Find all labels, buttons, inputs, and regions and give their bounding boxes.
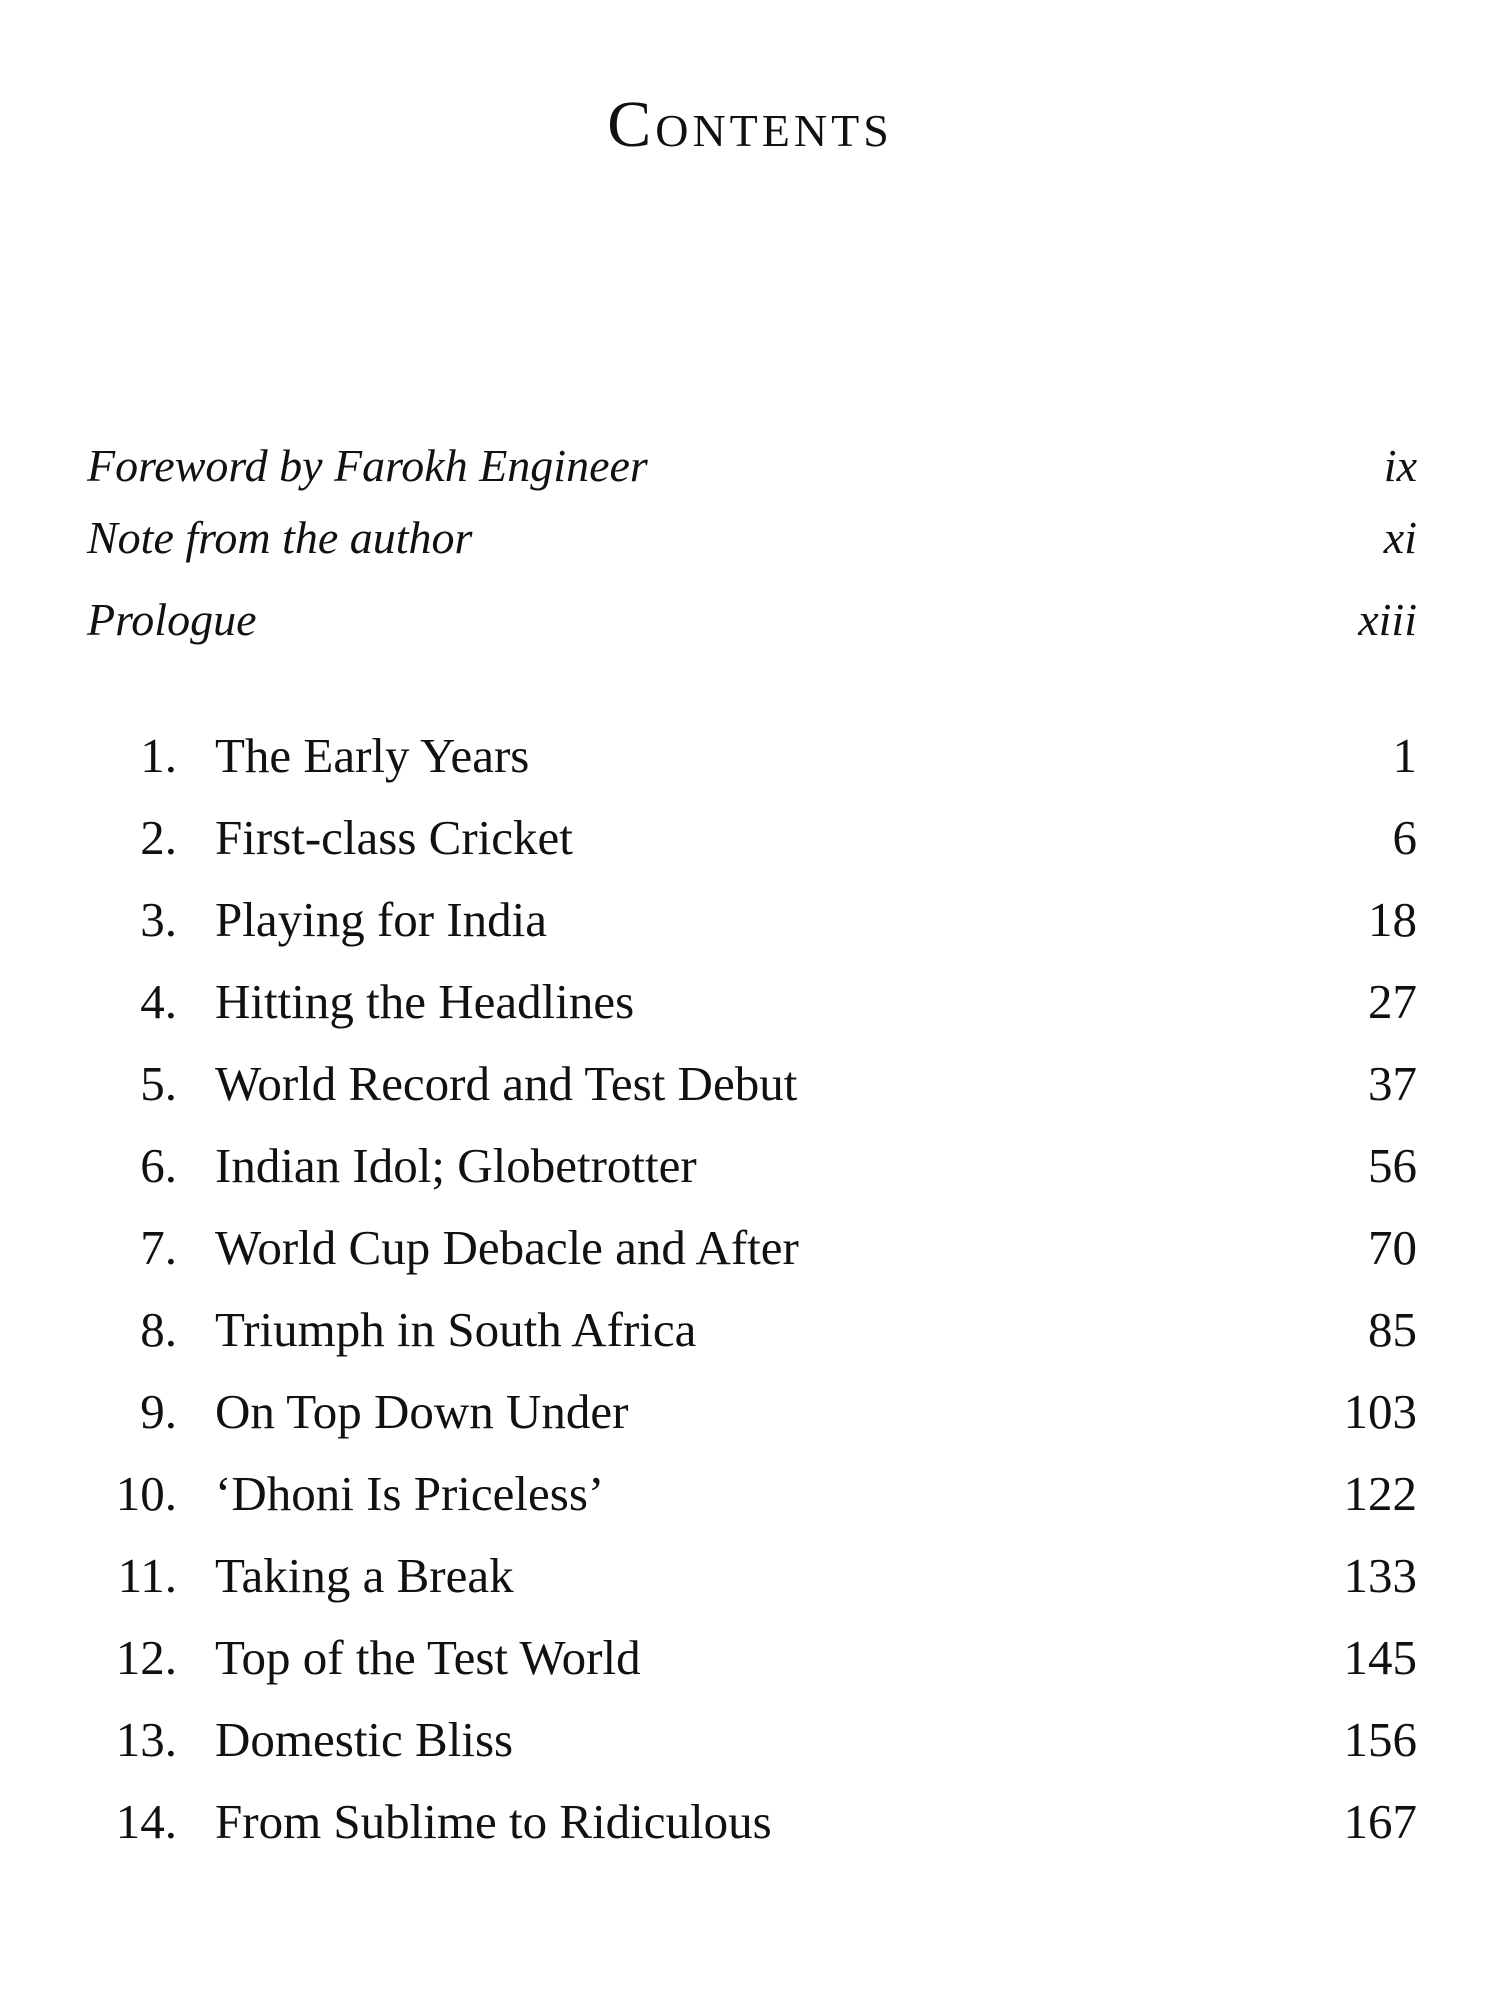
chapter-title: Top of the Test World [215, 1630, 641, 1685]
chapter-title: The Early Years [215, 728, 530, 783]
chapter-number: 3. [140, 892, 177, 947]
chapter-number: 13. [115, 1712, 177, 1767]
chapter-title: Playing for India [215, 892, 548, 947]
front-matter-page: xi [1383, 512, 1417, 563]
chapter-page: 122 [1343, 1466, 1417, 1521]
chapter-list [87, 715, 1417, 1863]
chapter-page: 156 [1343, 1712, 1417, 1767]
chapter-page: 70 [1368, 1220, 1417, 1275]
chapter-entry [87, 797, 1417, 879]
chapter-number: 5. [140, 1056, 177, 1111]
chapter-entry [87, 1699, 1417, 1781]
chapter-page: 18 [1368, 892, 1417, 947]
front-matter-item [87, 430, 1417, 502]
chapter-entry [87, 961, 1417, 1043]
front-matter-list [87, 430, 1417, 656]
chapter-entry [87, 1617, 1417, 1699]
chapter-number: 7. [140, 1220, 177, 1275]
chapter-number: 1. [140, 728, 177, 783]
front-matter-title: Prologue [87, 594, 257, 645]
chapter-entry [87, 1371, 1417, 1453]
chapter-title: From Sublime to Ridiculous [215, 1794, 772, 1849]
chapter-entry [87, 1453, 1417, 1535]
chapter-title: World Cup Debacle and After [215, 1220, 799, 1275]
chapter-number: 12. [115, 1630, 177, 1685]
chapter-entry [87, 1781, 1417, 1863]
front-matter-page: ix [1383, 440, 1417, 491]
front-matter-page: xiii [1358, 594, 1417, 645]
page-title: Contents [607, 88, 893, 161]
front-matter-item [87, 584, 1417, 656]
chapter-number: 4. [140, 974, 177, 1029]
chapter-page: 6 [1392, 810, 1417, 865]
chapter-title: First-class Cricket [215, 810, 573, 865]
chapter-page: 37 [1368, 1056, 1417, 1111]
chapter-title: Taking a Break [215, 1548, 514, 1603]
chapter-entry [87, 1125, 1417, 1207]
chapter-number: 6. [140, 1138, 177, 1193]
chapter-title: ‘Dhoni Is Priceless’ [215, 1466, 605, 1521]
chapter-page: 167 [1343, 1794, 1417, 1849]
chapter-number: 8. [140, 1302, 177, 1357]
chapter-entry [87, 1207, 1417, 1289]
chapter-page: 133 [1343, 1548, 1417, 1603]
chapter-number: 9. [140, 1384, 177, 1439]
chapter-number: 11. [117, 1548, 177, 1603]
chapter-title: World Record and Test Debut [215, 1056, 798, 1111]
chapter-page: 145 [1343, 1630, 1417, 1685]
chapter-page: 56 [1368, 1138, 1417, 1193]
chapter-entry [87, 1289, 1417, 1371]
chapter-title: Indian Idol; Globetrotter [215, 1138, 697, 1193]
chapter-number: 2. [140, 810, 177, 865]
chapter-title: On Top Down Under [215, 1384, 629, 1439]
chapter-number: 10. [115, 1466, 177, 1521]
chapter-title: Domestic Bliss [215, 1712, 514, 1767]
chapter-page: 85 [1368, 1302, 1417, 1357]
front-matter-title: Note from the author [87, 512, 473, 563]
chapter-title: Hitting the Headlines [215, 974, 635, 1029]
front-matter-title: Foreword by Farokh Engineer [87, 440, 648, 491]
chapter-page: 103 [1343, 1384, 1417, 1439]
chapter-entry [87, 1535, 1417, 1617]
chapter-page: 27 [1368, 974, 1417, 1029]
chapter-page: 1 [1392, 728, 1417, 783]
chapter-number: 14. [115, 1794, 177, 1849]
chapter-entry [87, 1043, 1417, 1125]
chapter-title: Triumph in South Africa [215, 1302, 697, 1357]
chapter-entry [87, 715, 1417, 797]
chapter-entry [87, 879, 1417, 961]
front-matter-item [87, 502, 1417, 574]
